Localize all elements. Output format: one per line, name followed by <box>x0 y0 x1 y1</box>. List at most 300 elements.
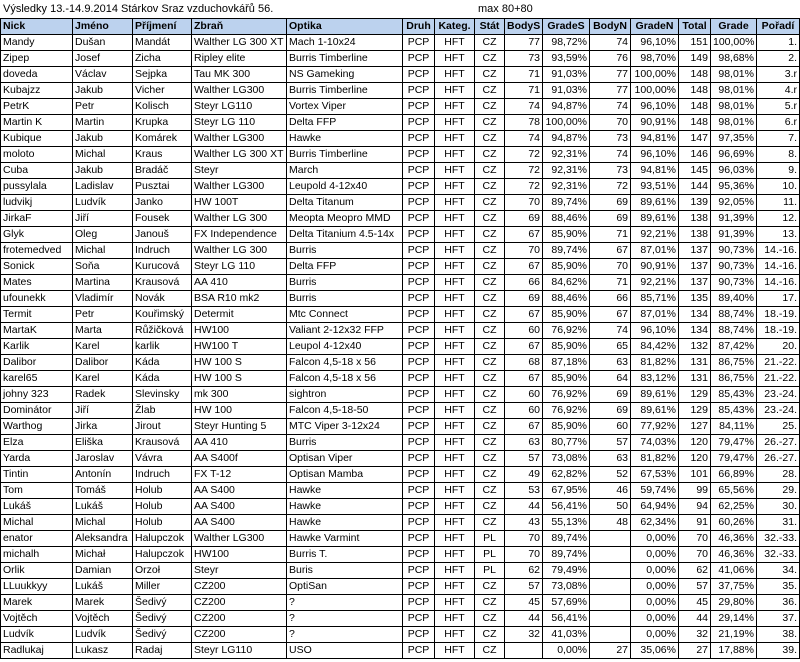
cell-prijmeni: karlik <box>133 339 192 355</box>
cell-grade-n: 96,10% <box>631 35 679 51</box>
cell-poradi: 3.r <box>757 67 800 83</box>
cell-grade: 96,69% <box>711 147 757 163</box>
cell-grade-s: 55,13% <box>543 515 590 531</box>
table-row <box>1 531 800 547</box>
cell-zbran: AA 410 <box>192 435 287 451</box>
cell-zbran: HW 100T <box>192 195 287 211</box>
cell-poradi: 30. <box>757 499 800 515</box>
column-header-stat: Stát <box>475 19 505 35</box>
cell-druh: PCP <box>403 51 435 67</box>
cell-body-s: 62 <box>505 563 543 579</box>
cell-grade-s: 57,69% <box>543 595 590 611</box>
cell-body-s: 71 <box>505 67 543 83</box>
cell-kateg: HFT <box>435 563 475 579</box>
cell-kateg: HFT <box>435 259 475 275</box>
cell-kateg: HFT <box>435 211 475 227</box>
cell-body-n: 71 <box>590 275 631 291</box>
cell-grade: 84,11% <box>711 419 757 435</box>
cell-body-s: 60 <box>505 403 543 419</box>
column-header-prijmeni: Příjmení <box>133 19 192 35</box>
cell-grade: 90,73% <box>711 275 757 291</box>
cell-total: 129 <box>679 403 711 419</box>
cell-jmeno: Jirka <box>73 419 133 435</box>
cell-druh: PCP <box>403 499 435 515</box>
cell-grade-n: 87,01% <box>631 243 679 259</box>
cell-jmeno: Michal <box>73 515 133 531</box>
cell-nick: Michal <box>1 515 73 531</box>
cell-optika: Delta Titanum <box>287 195 403 211</box>
cell-grade-n: 85,71% <box>631 291 679 307</box>
cell-druh: PCP <box>403 211 435 227</box>
table-row <box>1 435 800 451</box>
cell-grade: 90,73% <box>711 243 757 259</box>
cell-stat: CZ <box>475 99 505 115</box>
cell-jmeno: Marek <box>73 595 133 611</box>
cell-kateg: HFT <box>435 579 475 595</box>
cell-zbran: HW 100 S <box>192 371 287 387</box>
cell-nick: pussylala <box>1 179 73 195</box>
cell-grade-s: 98,72% <box>543 35 590 51</box>
cell-grade-s: 73,08% <box>543 579 590 595</box>
cell-prijmeni: Káda <box>133 355 192 371</box>
cell-poradi: 4.r <box>757 83 800 99</box>
cell-stat: CZ <box>475 275 505 291</box>
cell-prijmeni: Fousek <box>133 211 192 227</box>
table-row <box>1 211 800 227</box>
cell-grade-s: 76,92% <box>543 403 590 419</box>
cell-optika: March <box>287 163 403 179</box>
cell-kateg: HFT <box>435 387 475 403</box>
cell-poradi: 21.-22. <box>757 371 800 387</box>
cell-body-s: 67 <box>505 371 543 387</box>
cell-stat: CZ <box>475 67 505 83</box>
cell-grade-n: 92,21% <box>631 227 679 243</box>
cell-body-s: 70 <box>505 547 543 563</box>
table-row <box>1 147 800 163</box>
cell-body-n: 27 <box>590 643 631 659</box>
cell-grade-s: 94,87% <box>543 131 590 147</box>
table-row <box>1 179 800 195</box>
cell-prijmeni: Růžičková <box>133 323 192 339</box>
cell-stat: CZ <box>475 323 505 339</box>
cell-nick: Martin K <box>1 115 73 131</box>
cell-optika: Burris <box>287 243 403 259</box>
cell-grade-n: 98,70% <box>631 51 679 67</box>
cell-nick: Radlukaj <box>1 643 73 659</box>
cell-jmeno: Josef <box>73 51 133 67</box>
cell-body-s: 44 <box>505 499 543 515</box>
cell-kateg: HFT <box>435 339 475 355</box>
cell-poradi: 1. <box>757 35 800 51</box>
cell-grade-n: 59,74% <box>631 483 679 499</box>
cell-grade-s: 85,90% <box>543 227 590 243</box>
cell-jmeno: Aleksandra <box>73 531 133 547</box>
cell-zbran: AA 410 <box>192 275 287 291</box>
cell-total: 146 <box>679 147 711 163</box>
column-header-optika: Optika <box>287 19 403 35</box>
cell-jmeno: Vladimír <box>73 291 133 307</box>
cell-kateg: HFT <box>435 355 475 371</box>
cell-kateg: HFT <box>435 131 475 147</box>
cell-body-s: 32 <box>505 627 543 643</box>
cell-druh: PCP <box>403 275 435 291</box>
cell-body-n: 66 <box>590 291 631 307</box>
cell-grade: 88,74% <box>711 323 757 339</box>
cell-stat: CZ <box>475 371 505 387</box>
cell-nick: JirkaF <box>1 211 73 227</box>
cell-poradi: 23.-24. <box>757 403 800 419</box>
cell-druh: PCP <box>403 115 435 131</box>
cell-grade-n: 74,03% <box>631 435 679 451</box>
cell-total: 132 <box>679 339 711 355</box>
cell-jmeno: Martina <box>73 275 133 291</box>
cell-body-n <box>590 595 631 611</box>
cell-grade-s: 56,41% <box>543 611 590 627</box>
cell-zbran: AA S400 <box>192 483 287 499</box>
table-row <box>1 259 800 275</box>
table-row <box>1 35 800 51</box>
cell-body-s: 57 <box>505 451 543 467</box>
cell-jmeno: Lukáš <box>73 579 133 595</box>
cell-grade-s: 88,46% <box>543 291 590 307</box>
cell-druh: PCP <box>403 467 435 483</box>
cell-total: 148 <box>679 99 711 115</box>
cell-zbran: Walther LG 300 <box>192 243 287 259</box>
cell-stat: CZ <box>475 643 505 659</box>
cell-jmeno: Lukasz <box>73 643 133 659</box>
cell-grade-s: 80,77% <box>543 435 590 451</box>
cell-jmeno: Lukáš <box>73 499 133 515</box>
cell-nick: Yarda <box>1 451 73 467</box>
cell-stat: CZ <box>475 115 505 131</box>
cell-grade: 29,14% <box>711 611 757 627</box>
cell-jmeno: Eliška <box>73 435 133 451</box>
cell-prijmeni: Vávra <box>133 451 192 467</box>
cell-body-n <box>590 531 631 547</box>
cell-grade: 98,01% <box>711 115 757 131</box>
cell-grade-n: 67,53% <box>631 467 679 483</box>
results-title: Výsledky 13.-14.9.2014 Stárkov Sraz vzduchovkářů 56. <box>3 3 274 15</box>
cell-grade-s: 85,90% <box>543 419 590 435</box>
cell-optika: Hawke <box>287 131 403 147</box>
cell-kateg: HFT <box>435 483 475 499</box>
cell-kateg: HFT <box>435 515 475 531</box>
cell-total: 148 <box>679 67 711 83</box>
cell-grade: 46,36% <box>711 531 757 547</box>
table-row <box>1 243 800 259</box>
cell-grade-n: 94,81% <box>631 131 679 147</box>
cell-druh: PCP <box>403 387 435 403</box>
cell-grade-n: 0,00% <box>631 611 679 627</box>
cell-jmeno: Ludvík <box>73 195 133 211</box>
cell-stat: CZ <box>475 243 505 259</box>
cell-nick: johny 323 <box>1 387 73 403</box>
cell-grade-s: 91,03% <box>543 67 590 83</box>
cell-nick: Warthog <box>1 419 73 435</box>
cell-stat: CZ <box>475 595 505 611</box>
cell-body-n: 52 <box>590 467 631 483</box>
cell-optika: Burris Timberline <box>287 83 403 99</box>
cell-optika: Leupol 4-12x40 <box>287 339 403 355</box>
cell-body-n: 67 <box>590 243 631 259</box>
cell-optika: Falcon 4,5-18 x 56 <box>287 355 403 371</box>
column-header-grade-n: GradeN <box>631 19 679 35</box>
cell-prijmeni: Orzoł <box>133 563 192 579</box>
table-row <box>1 307 800 323</box>
table-row <box>1 355 800 371</box>
cell-kateg: HFT <box>435 275 475 291</box>
cell-total: 45 <box>679 595 711 611</box>
cell-body-n <box>590 627 631 643</box>
cell-body-s: 70 <box>505 243 543 259</box>
cell-prijmeni: Novák <box>133 291 192 307</box>
cell-total: 137 <box>679 275 711 291</box>
cell-grade-n: 100,00% <box>631 67 679 83</box>
cell-poradi: 17. <box>757 291 800 307</box>
cell-druh: PCP <box>403 83 435 99</box>
cell-kateg: HFT <box>435 499 475 515</box>
cell-zbran: Tau MK 300 <box>192 67 287 83</box>
cell-druh: PCP <box>403 147 435 163</box>
cell-total: 147 <box>679 131 711 147</box>
cell-optika: MTC Viper 3-12x24 <box>287 419 403 435</box>
cell-poradi: 32.-33. <box>757 531 800 547</box>
cell-jmeno: Jaroslav <box>73 451 133 467</box>
cell-grade: 95,36% <box>711 179 757 195</box>
table-row <box>1 99 800 115</box>
cell-total: 148 <box>679 83 711 99</box>
cell-stat: CZ <box>475 131 505 147</box>
cell-prijmeni: Kraus <box>133 147 192 163</box>
cell-optika: Valiant 2-12x32 FFP <box>287 323 403 339</box>
cell-grade-n: 64,94% <box>631 499 679 515</box>
cell-grade-n: 81,82% <box>631 451 679 467</box>
cell-zbran: Steyr Hunting 5 <box>192 419 287 435</box>
cell-grade-n: 0,00% <box>631 563 679 579</box>
cell-poradi: 18.-19. <box>757 307 800 323</box>
cell-body-n: 71 <box>590 227 631 243</box>
cell-zbran: CZ200 <box>192 627 287 643</box>
cell-stat: CZ <box>475 515 505 531</box>
cell-poradi: 39. <box>757 643 800 659</box>
cell-stat: CZ <box>475 83 505 99</box>
cell-poradi: 35. <box>757 579 800 595</box>
cell-grade-n: 89,61% <box>631 387 679 403</box>
cell-druh: PCP <box>403 131 435 147</box>
cell-body-n: 50 <box>590 499 631 515</box>
cell-grade-s: 79,49% <box>543 563 590 579</box>
cell-nick: MartaK <box>1 323 73 339</box>
cell-total: 44 <box>679 611 711 627</box>
column-header-nick: Nick <box>1 19 73 35</box>
cell-body-n: 73 <box>590 131 631 147</box>
cell-grade-s: 89,74% <box>543 243 590 259</box>
cell-druh: PCP <box>403 307 435 323</box>
cell-zbran: CZ200 <box>192 579 287 595</box>
header-row <box>1 19 800 35</box>
cell-optika: Falcon 4,5-18 x 56 <box>287 371 403 387</box>
cell-body-n: 77 <box>590 83 631 99</box>
cell-grade-s: 94,87% <box>543 99 590 115</box>
cell-grade-s: 85,90% <box>543 339 590 355</box>
cell-optika: NS Gameking <box>287 67 403 83</box>
table-row <box>1 467 800 483</box>
cell-druh: PCP <box>403 435 435 451</box>
cell-body-s: 78 <box>505 115 543 131</box>
cell-druh: PCP <box>403 195 435 211</box>
cell-nick: Vojtěch <box>1 611 73 627</box>
cell-prijmeni: Indruch <box>133 467 192 483</box>
cell-jmeno: Vojtěch <box>73 611 133 627</box>
cell-jmeno: Jiří <box>73 403 133 419</box>
cell-grade: 97,35% <box>711 131 757 147</box>
cell-optika: Delta FFP <box>287 115 403 131</box>
cell-body-n: 65 <box>590 339 631 355</box>
cell-kateg: HFT <box>435 195 475 211</box>
cell-body-s: 72 <box>505 147 543 163</box>
cell-total: 32 <box>679 627 711 643</box>
cell-stat: CZ <box>475 355 505 371</box>
cell-grade: 98,01% <box>711 83 757 99</box>
cell-nick: ufounekk <box>1 291 73 307</box>
cell-stat: PL <box>475 531 505 547</box>
cell-body-n: 74 <box>590 99 631 115</box>
cell-optika: Mach 1-10x24 <box>287 35 403 51</box>
cell-grade-s: 88,46% <box>543 211 590 227</box>
cell-nick: Zipep <box>1 51 73 67</box>
cell-grade-s: 84,62% <box>543 275 590 291</box>
cell-zbran: HW100 <box>192 547 287 563</box>
cell-grade: 17,88% <box>711 643 757 659</box>
cell-nick: Ludvík <box>1 627 73 643</box>
cell-body-n <box>590 579 631 595</box>
cell-kateg: HFT <box>435 435 475 451</box>
cell-grade: 41,06% <box>711 563 757 579</box>
cell-zbran: HW 100 S <box>192 355 287 371</box>
cell-grade-s: 41,03% <box>543 627 590 643</box>
table-row <box>1 339 800 355</box>
cell-stat: CZ <box>475 403 505 419</box>
cell-grade-s: 62,82% <box>543 467 590 483</box>
cell-zbran: FX T-12 <box>192 467 287 483</box>
cell-body-n <box>590 563 631 579</box>
cell-stat: PL <box>475 547 505 563</box>
cell-optika: Optisan Viper <box>287 451 403 467</box>
table-row <box>1 499 800 515</box>
cell-optika: ? <box>287 627 403 643</box>
table-row <box>1 579 800 595</box>
cell-body-n: 57 <box>590 435 631 451</box>
cell-prijmeni: Šedivý <box>133 627 192 643</box>
cell-total: 134 <box>679 323 711 339</box>
cell-body-s: 67 <box>505 227 543 243</box>
cell-prijmeni: Mandát <box>133 35 192 51</box>
cell-nick: Sonick <box>1 259 73 275</box>
cell-grade-n: 35,06% <box>631 643 679 659</box>
cell-kateg: HFT <box>435 179 475 195</box>
table-row <box>1 67 800 83</box>
cell-zbran: Steyr LG110 <box>192 99 287 115</box>
cell-stat: CZ <box>475 419 505 435</box>
cell-prijmeni: Kurucová <box>133 259 192 275</box>
cell-optika: Mtc Connect <box>287 307 403 323</box>
cell-jmeno: Ladislav <box>73 179 133 195</box>
cell-grade: 65,56% <box>711 483 757 499</box>
cell-body-n: 76 <box>590 51 631 67</box>
cell-body-n: 70 <box>590 115 631 131</box>
cell-druh: PCP <box>403 531 435 547</box>
table-row <box>1 563 800 579</box>
cell-body-s: 72 <box>505 163 543 179</box>
cell-body-n: 69 <box>590 403 631 419</box>
cell-body-n: 70 <box>590 259 631 275</box>
table-row <box>1 627 800 643</box>
cell-zbran: Steyr LG110 <box>192 643 287 659</box>
cell-optika: Vortex Viper <box>287 99 403 115</box>
cell-optika: Falcon 4,5-18-50 <box>287 403 403 419</box>
cell-poradi: 38. <box>757 627 800 643</box>
cell-nick: enator <box>1 531 73 547</box>
cell-prijmeni: Šedivý <box>133 611 192 627</box>
cell-optika: Burris <box>287 435 403 451</box>
cell-kateg: HFT <box>435 611 475 627</box>
cell-kateg: HFT <box>435 419 475 435</box>
cell-zbran: mk 300 <box>192 387 287 403</box>
cell-zbran: Steyr LG 110 <box>192 115 287 131</box>
cell-druh: PCP <box>403 259 435 275</box>
table-row <box>1 547 800 563</box>
cell-poradi: 2. <box>757 51 800 67</box>
cell-kateg: HFT <box>435 291 475 307</box>
cell-body-s: 69 <box>505 291 543 307</box>
cell-nick: Cuba <box>1 163 73 179</box>
cell-stat: CZ <box>475 387 505 403</box>
table-row <box>1 403 800 419</box>
cell-grade: 100,00% <box>711 35 757 51</box>
cell-prijmeni: Šedivý <box>133 595 192 611</box>
cell-jmeno: Ludvík <box>73 627 133 643</box>
cell-stat: CZ <box>475 435 505 451</box>
cell-nick: Dominátor <box>1 403 73 419</box>
cell-optika: Hawke Varmint <box>287 531 403 547</box>
cell-grade: 92,05% <box>711 195 757 211</box>
cell-druh: PCP <box>403 243 435 259</box>
cell-grade-s: 76,92% <box>543 323 590 339</box>
cell-prijmeni: Kolisch <box>133 99 192 115</box>
cell-body-s: 60 <box>505 323 543 339</box>
cell-prijmeni: Holub <box>133 515 192 531</box>
cell-kateg: HFT <box>435 227 475 243</box>
cell-zbran: AA S400f <box>192 451 287 467</box>
cell-grade: 79,47% <box>711 451 757 467</box>
cell-optika: Delta FFP <box>287 259 403 275</box>
cell-poradi: 5.r <box>757 99 800 115</box>
sheet-caption <box>0 0 800 18</box>
cell-grade-n: 96,10% <box>631 99 679 115</box>
cell-zbran: HW100 <box>192 323 287 339</box>
cell-optika: Burris T. <box>287 547 403 563</box>
cell-grade: 29,80% <box>711 595 757 611</box>
cell-body-n: 60 <box>590 419 631 435</box>
cell-nick: Elza <box>1 435 73 451</box>
cell-body-s: 72 <box>505 179 543 195</box>
cell-poradi: 12. <box>757 211 800 227</box>
cell-total: 120 <box>679 435 711 451</box>
cell-nick: frotemedved <box>1 243 73 259</box>
cell-stat: CZ <box>475 51 505 67</box>
cell-grade-s: 92,31% <box>543 163 590 179</box>
cell-druh: PCP <box>403 67 435 83</box>
